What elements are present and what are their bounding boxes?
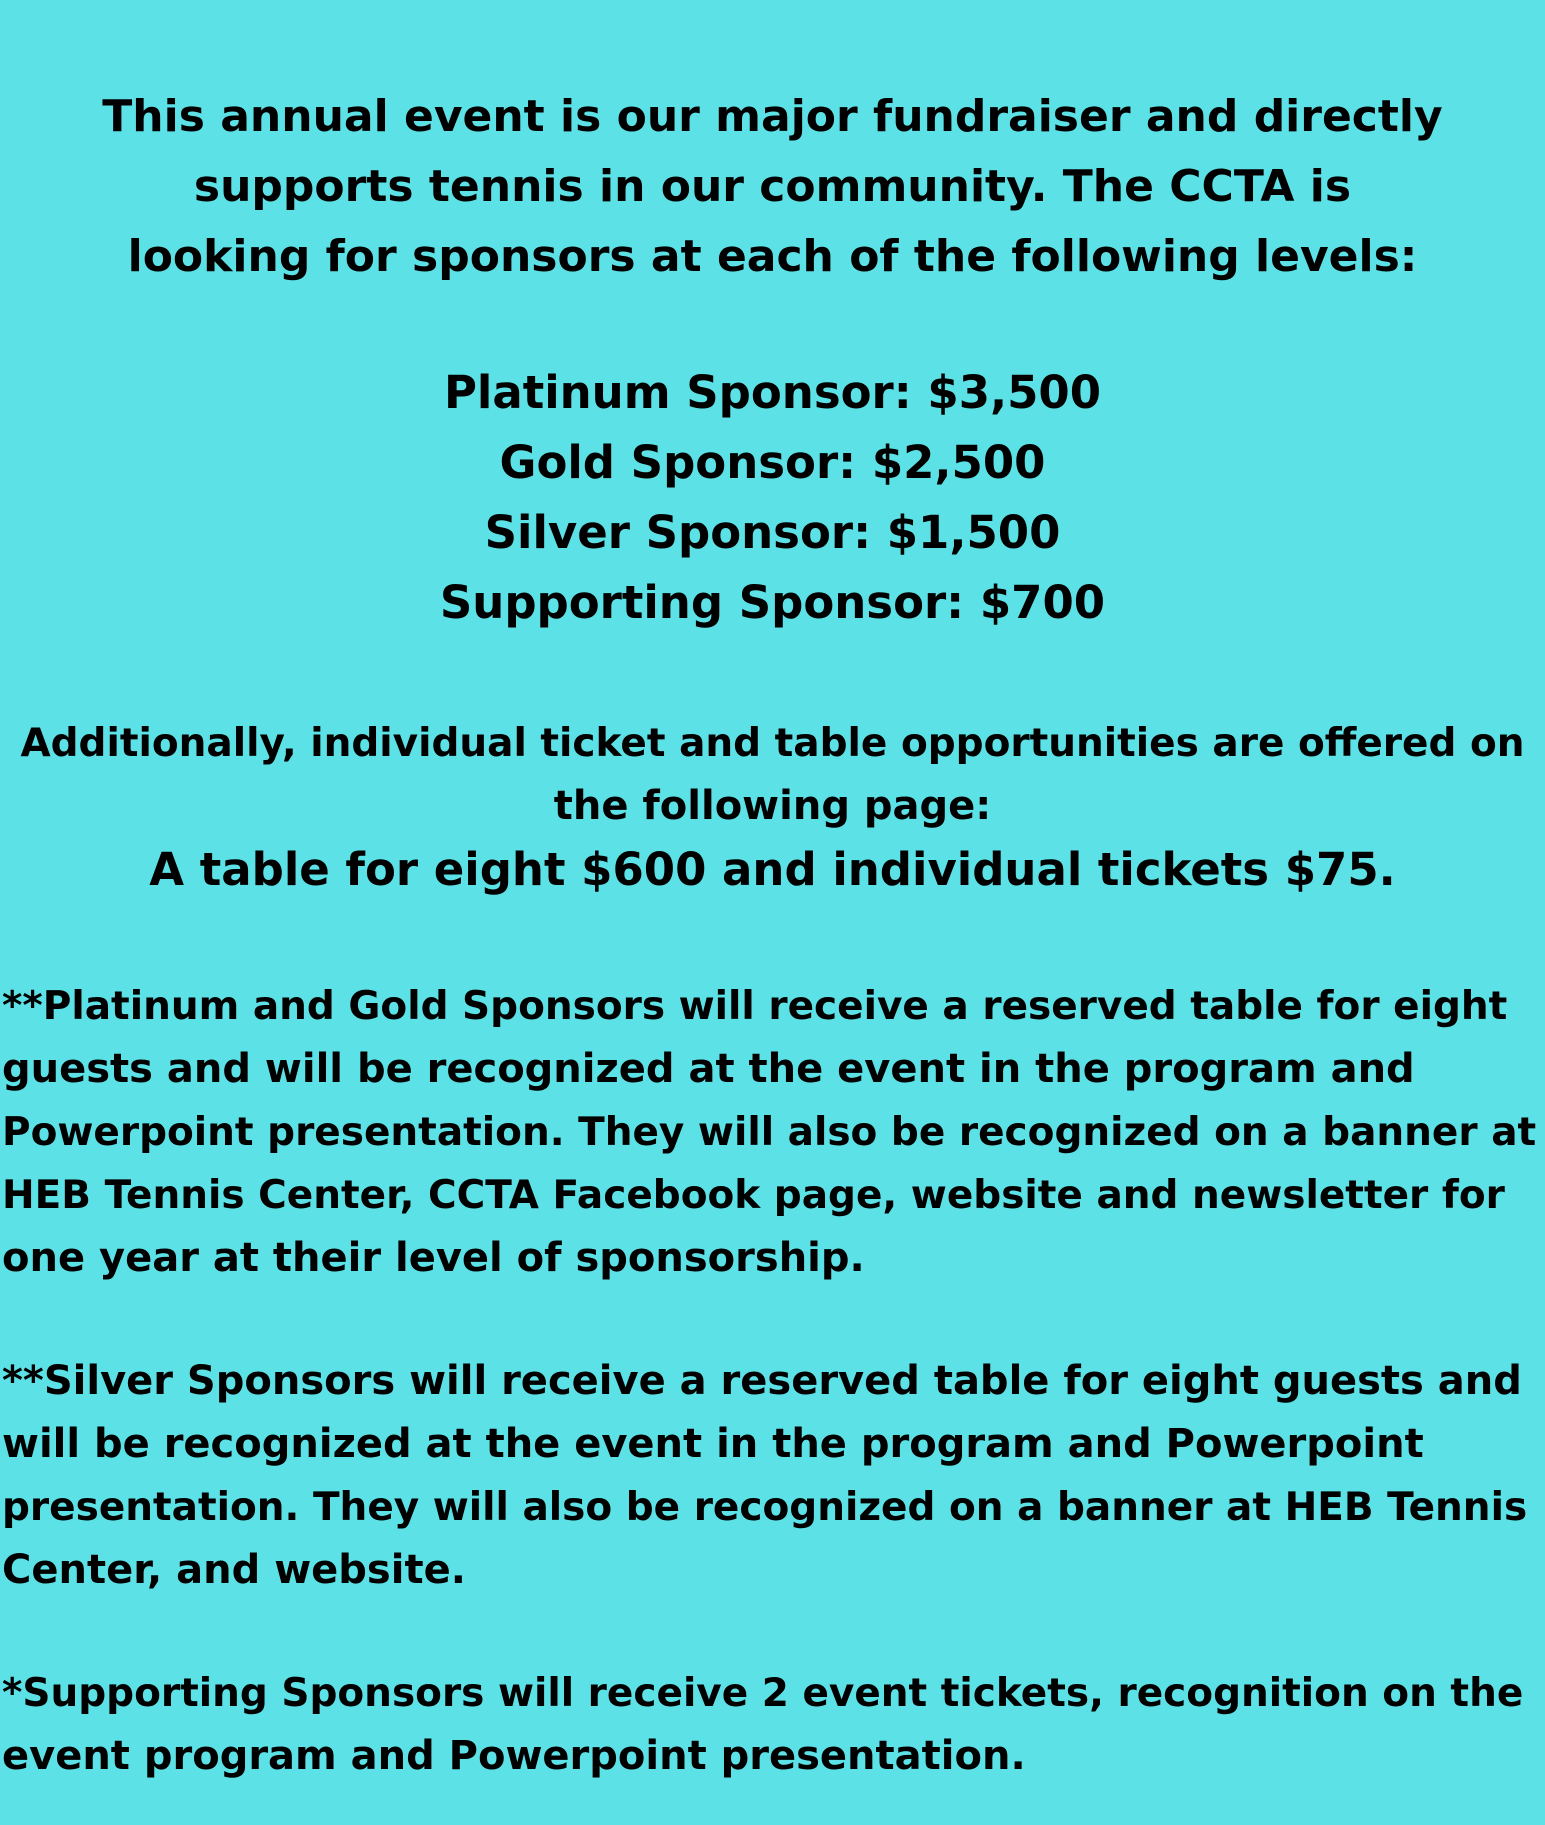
benefit-line: one year at their level of sponsorship.	[2, 1235, 865, 1281]
sponsor-level-silver: Silver Sponsor: $1,500	[484, 506, 1061, 559]
benefit-line: guests and will be recognized at the event in the program and	[2, 1046, 1415, 1092]
sponsor-levels-list	[0, 358, 1545, 638]
benefit-line: **Platinum and Gold Sponsors will receive a reserved table for eight	[2, 984, 1508, 1029]
benefit-line: Center, and website.	[2, 1547, 466, 1593]
platinum-gold-benefits	[0, 975, 1545, 1290]
additional-line: the following page:	[553, 783, 992, 829]
benefit-line: **Silver Sponsors will receive a reserved table for eight guests and	[2, 1358, 1522, 1404]
benefit-line: HEB Tennis Center, CCTA Facebook page, website and newsletter for	[2, 1173, 1505, 1218]
pricing-line: A table for eight $600 and individual tickets $75.	[149, 843, 1396, 896]
supporting-benefits	[0, 1662, 1545, 1788]
benefit-line: *Supporting Sponsors will receive 2 event tickets, recognition on the	[2, 1671, 1524, 1716]
intro-paragraph	[0, 82, 1545, 292]
sponsor-level-supporting: Supporting Sponsor: $700	[439, 576, 1106, 629]
intro-line: supports tennis in our community. The CCTA is	[193, 161, 1352, 212]
additional-opportunities	[0, 712, 1545, 838]
silver-benefits	[0, 1350, 1545, 1602]
benefit-line: will be recognized at the event in the program and Powerpoint	[2, 1421, 1424, 1467]
table-ticket-pricing	[0, 837, 1545, 903]
intro-line: This annual event is our major fundraiser and directly	[102, 91, 1443, 142]
sponsor-level-platinum: Platinum Sponsor: $3,500	[443, 366, 1102, 419]
additional-line: Additionally, individual ticket and table opportunities are offered on	[20, 721, 1525, 766]
benefit-line: event program and Powerpoint presentation.	[2, 1733, 1026, 1779]
sponsor-level-gold: Gold Sponsor: $2,500	[499, 436, 1046, 489]
benefit-line: presentation. They will also be recognized on a banner at HEB Tennis	[2, 1485, 1528, 1530]
intro-line: looking for sponsors at each of the following levels:	[127, 231, 1418, 282]
benefit-line: Powerpoint presentation. They will also be recognized on a banner at	[2, 1110, 1537, 1155]
